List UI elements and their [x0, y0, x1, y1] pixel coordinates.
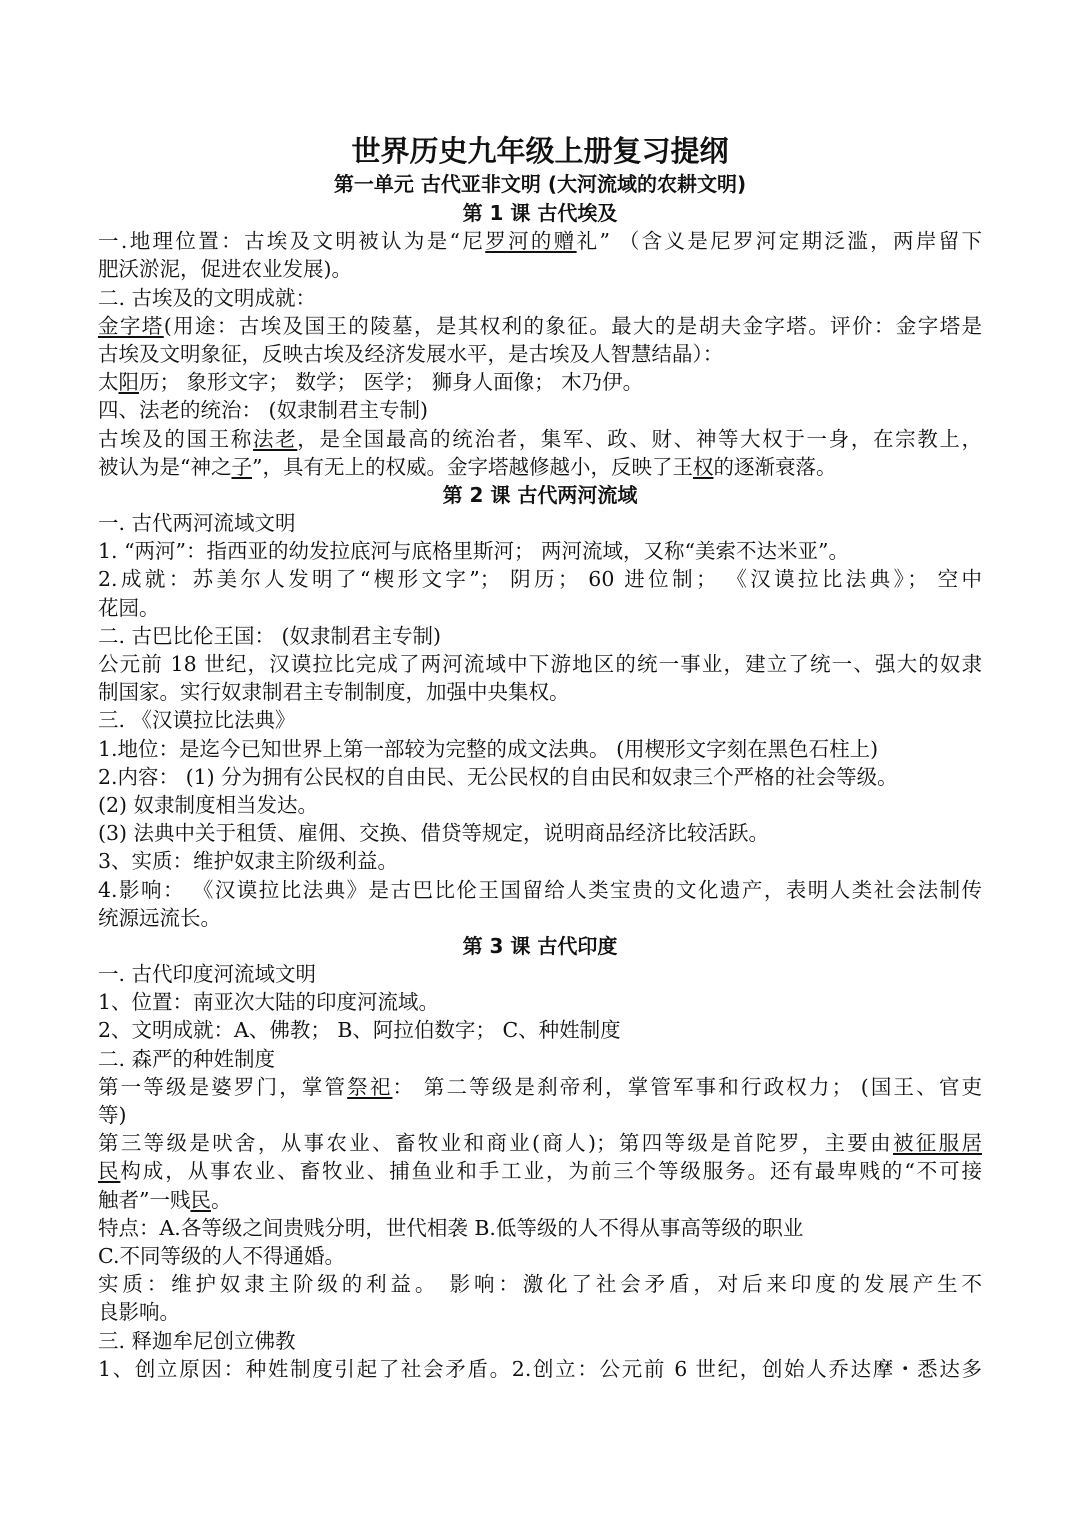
text-segment: 触者”一贱	[98, 1187, 191, 1212]
text-segment: 一.地理位置：古埃及文明被认为是“尼	[98, 229, 486, 254]
text-segment: 一. 古代印度河流域文明	[98, 962, 317, 987]
text-segment: 公元前 18 世纪，汉谟拉比完成了两河流域中下游地区的统一事业，建立了统一、强大的奴隶	[98, 652, 982, 676]
text-segment: 1、位置：南亚次大陆的印度河流域。	[98, 990, 440, 1015]
text-segment: 一. 古代两河流域文明	[98, 511, 296, 536]
underlined-term: 民	[98, 1159, 121, 1184]
underlined-term: 子	[231, 454, 252, 479]
underlined-term: 权	[692, 454, 714, 479]
text-segment: 三. 释迦牟尼创立佛教	[98, 1328, 296, 1353]
text-line	[98, 425, 982, 453]
text-segment: 三. 《汉谟拉比法典》	[98, 708, 296, 733]
text-segment: 2、文明成就：A、佛教； B、阿拉伯数字； C、种姓制度	[98, 1018, 621, 1043]
text-line	[98, 960, 982, 988]
text-segment: 二. 森严的种姓制度	[98, 1046, 276, 1071]
text-line	[98, 509, 982, 537]
text-segment: 良影响。	[98, 1300, 180, 1325]
text-segment: 1. “两河”：指西亚的幼发拉底河与底格里斯河； 两河流域，又称“美索不达米亚”。	[98, 539, 850, 564]
text-line	[98, 227, 982, 255]
text-line	[98, 1073, 982, 1101]
text-line	[98, 1016, 982, 1044]
document-title: 世界历史九年级上册复习提纲	[351, 134, 729, 168]
text-segment: ，是全国最高的统治者，集军、政、财、神等大权于一身，在宗教上，	[297, 426, 983, 451]
text-line	[98, 622, 982, 650]
text-segment: 古埃及文明象征，反映古埃及经济发展水平，是古埃及人智慧结晶）：	[98, 341, 724, 366]
unit-heading: 第一单元 古代亚非文明 (大河流域的农耕文明)	[333, 172, 747, 196]
text-line	[98, 284, 982, 312]
text-segment: 1、创立原因：种姓制度引起了社会矛盾。2.创立：公元前 6 世纪，创始人乔达摩・悉达多	[98, 1356, 982, 1381]
text-segment: 花园。	[98, 595, 160, 620]
text-line	[98, 876, 982, 904]
text-segment: 第 1 课 古代埃及	[462, 201, 618, 225]
text-line	[98, 650, 982, 678]
text-segment: 古埃及的国王称	[98, 426, 253, 451]
lesson-heading	[98, 932, 982, 960]
text-segment: 实质：维护奴隶主阶级的利益。 影响：激化了社会矛盾，对后来印度的发展产生不	[98, 1272, 982, 1297]
underlined-term: 法老	[253, 426, 298, 451]
text-segment: 2.内容： (1) 分为拥有公民权的自由民、无公民权的自由民和奴隶三个严格的社会等级。	[98, 764, 898, 789]
text-segment: ： 第二等级是刹帝利，掌管军事和行政权力； (国王、官吏	[392, 1074, 983, 1099]
text-segment: 第 3 课 古代印度	[462, 933, 618, 958]
text-line	[98, 1157, 982, 1185]
underlined-term: 阳	[118, 370, 139, 395]
document-body	[98, 199, 982, 1383]
underlined-term: 金字塔	[98, 313, 164, 338]
underlined-term: 祭祀	[347, 1074, 393, 1099]
text-segment: 构成，从事农业、畜牧业、捕鱼业和手工业，为前三个等级服务。还有最卑贱的“不可接	[120, 1159, 983, 1184]
text-segment: (用途：古埃及国王的陵墓，是其权利的象征。最大的是胡夫金字塔。评价：金字塔是	[163, 313, 982, 338]
text-line	[98, 1270, 982, 1298]
text-line	[98, 453, 982, 481]
text-segment: 统源远流长。	[98, 905, 221, 930]
text-segment: 礼” （含义是尼罗河定期泛滥，两岸留下	[576, 229, 983, 254]
text-line	[98, 1327, 982, 1355]
text-line	[98, 819, 982, 847]
underlined-term: 被征服居	[892, 1131, 982, 1156]
text-line	[98, 1214, 982, 1242]
text-line	[98, 340, 982, 368]
text-line	[98, 1298, 982, 1326]
text-segment: 等)	[98, 1103, 127, 1127]
text-segment: 第 2 课 古代两河流域	[442, 482, 638, 507]
text-segment: 1.地位：是迄今已知世界上第一部较为完整的成文法典。 (用楔形文字刻在黑色石柱上)	[98, 736, 879, 761]
lesson-heading	[98, 199, 982, 227]
text-line	[98, 735, 982, 763]
text-line	[98, 1186, 982, 1214]
text-line	[98, 988, 982, 1016]
text-line	[98, 312, 982, 340]
text-segment: ”，具有无上的权威。金字塔越修越小，反映了王	[251, 454, 693, 479]
text-segment: 历； 象形文字； 数学； 医学； 狮身人面像； 木乃伊。	[139, 370, 644, 395]
text-segment: 第一等级是婆罗门，掌管	[98, 1074, 348, 1099]
text-segment: 2.成就：苏美尔人发明了“楔形文字”； 阴历； 60 进位制； 《汉谟拉比法典》； 空中	[98, 567, 982, 592]
text-line	[98, 565, 982, 593]
text-segment: 特点：A.各等级之间贵贱分明，世代相袭 B.低等级的人不得从事高等级的职业	[98, 1215, 804, 1240]
text-segment: C.不同等级的人不得通婚。	[98, 1243, 345, 1268]
text-line	[98, 763, 982, 791]
text-segment: 第三等级是吠舍，从事农业、畜牧业和商业(商人)；第四等级是首陀罗，主要由	[98, 1131, 893, 1156]
underlined-term: 罗河的赠	[485, 229, 577, 254]
text-line	[98, 1129, 982, 1157]
underlined-term: 民	[190, 1187, 211, 1212]
text-segment: 被认为是“神之	[98, 454, 232, 479]
text-line	[98, 1101, 982, 1129]
lesson-heading	[98, 481, 982, 509]
text-line	[98, 706, 982, 734]
text-line	[98, 368, 982, 396]
text-segment: 肥沃淤泥，促进农业发展)。	[98, 257, 352, 282]
text-segment: (3) 法典中关于租赁、雇佣、交换、借贷等规定，说明商品经济比较活跃。	[98, 821, 770, 846]
text-segment: 太	[98, 370, 119, 395]
text-line	[98, 678, 982, 706]
text-segment: 。	[210, 1187, 232, 1212]
text-segment: 制国家。实行奴隶制君主专制制度，加强中央集权。	[98, 680, 570, 705]
text-segment: 二. 古埃及的文明成就：	[98, 285, 317, 310]
text-segment: (2) 奴隶制度相当发达。	[98, 792, 319, 817]
text-line	[98, 594, 982, 622]
text-line	[98, 847, 982, 875]
text-segment: 二. 古巴比伦王国： (奴隶制君主专制)	[98, 623, 442, 648]
text-segment: 的逐渐衰落。	[713, 454, 837, 479]
text-line	[98, 1045, 982, 1073]
text-line	[98, 396, 982, 424]
text-line	[98, 537, 982, 565]
text-line	[98, 1242, 982, 1270]
text-line	[98, 791, 982, 819]
text-line	[98, 255, 982, 283]
text-segment: 四、法老的统治： (奴隶制君主专制)	[98, 398, 429, 423]
text-segment: 3、实质：维护奴隶主阶级利益。	[98, 849, 399, 874]
text-line	[98, 904, 982, 932]
text-line	[98, 1355, 982, 1383]
document-page	[98, 133, 982, 1383]
text-segment: 4.影响： 《汉谟拉比法典》是古巴比伦王国留给人类宝贵的文化遗产，表明人类社会法制传	[98, 877, 982, 902]
